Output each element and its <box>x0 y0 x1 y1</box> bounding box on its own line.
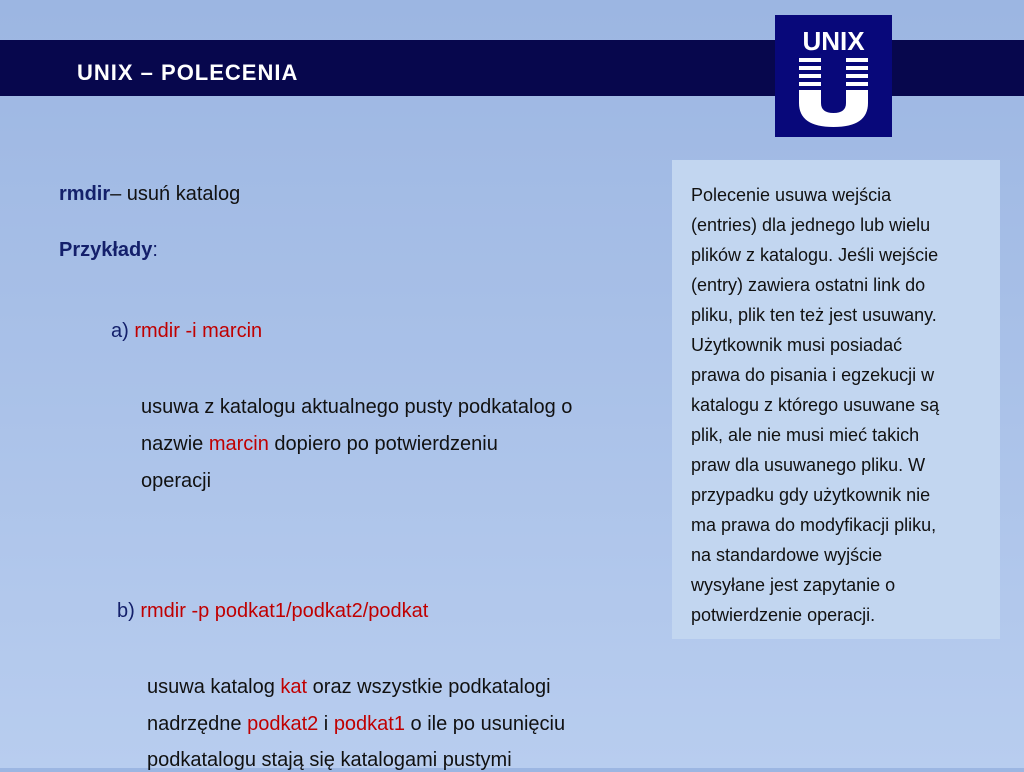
description-line: katalogu z którego usuwane są <box>691 395 940 415</box>
example-b-podkat2: podkat2 <box>247 713 319 735</box>
example-a-line2-post: dopiero po potwierdzeniu <box>268 433 498 455</box>
description-line: (entries) dla jednego lub wielu <box>691 215 931 235</box>
example-b-line3: podkatalogu stają się katalogami pustymi <box>147 749 512 771</box>
example-a-line2-pre: nazwie <box>141 433 209 455</box>
description-line: Użytkownik musi posiadać <box>691 335 903 355</box>
description-line: plik, ale nie musi mieć takich <box>691 425 920 445</box>
example-a-line1: usuwa z katalogu aktualnego pusty podkatalog o <box>141 396 573 418</box>
slide-title: UNIX – POLECENIA <box>77 60 299 85</box>
unix-logo-text: UNIX <box>802 26 865 56</box>
command-description: – usuń katalog <box>110 183 241 205</box>
description-line: wysyłane jest zapytanie o <box>691 575 896 595</box>
description-line: ma prawa do modyfikacji pliku, <box>691 515 937 535</box>
command-name: rmdir <box>59 183 111 205</box>
description-line: Polecenie usuwa wejścia <box>691 185 892 205</box>
unix-logo-graphic <box>775 15 892 137</box>
example-b-line1-post: oraz wszystkie podkatalogi <box>307 676 551 698</box>
description-line: potwierdzenie operacji. <box>691 605 876 625</box>
example-a-command <box>111 320 262 343</box>
description-line: prawa do pisania i egzekucji w <box>691 365 935 385</box>
example-b-line2 <box>147 713 565 736</box>
description-line: na standardowe wyjście <box>691 545 883 565</box>
example-b-line2-post: o ile po usunięciu <box>404 713 566 735</box>
example-b-line1 <box>147 676 551 699</box>
example-b-kat: kat <box>280 676 308 698</box>
example-b-marker: b) <box>117 600 135 622</box>
example-b-command <box>117 600 428 623</box>
example-b-podkat1: podkat1 <box>333 713 405 735</box>
example-b-line2-mid: i <box>318 713 334 735</box>
description-box <box>672 160 1000 639</box>
example-a-line2 <box>141 433 498 456</box>
description-line: praw dla usuwanego pliku. W <box>691 455 926 475</box>
description-line: (entry) zawiera ostatni link do <box>691 275 926 295</box>
examples-heading <box>59 239 158 262</box>
examples-label: Przykłady <box>59 239 153 261</box>
description-line: plików z katalogu. Jeśli wejście <box>691 245 939 265</box>
example-b-line2-pre: nadrzędne <box>147 713 248 735</box>
unix-logo <box>775 15 892 137</box>
description-line: przypadku gdy użytkownik nie <box>691 485 931 505</box>
example-b-line1-pre: usuwa katalog <box>147 676 281 698</box>
description-line: pliku, plik ten też jest usuwany. <box>691 305 937 325</box>
example-a-cmd: rmdir -i marcin <box>134 320 263 342</box>
examples-colon: : <box>152 239 158 261</box>
example-b-cmd: rmdir -p podkat1/podkat2/podkat <box>140 600 429 622</box>
example-a-marker: a) <box>111 320 129 342</box>
example-a-dirname: marcin <box>208 433 269 455</box>
example-a-line3: operacji <box>141 470 212 492</box>
command-heading <box>59 183 240 206</box>
